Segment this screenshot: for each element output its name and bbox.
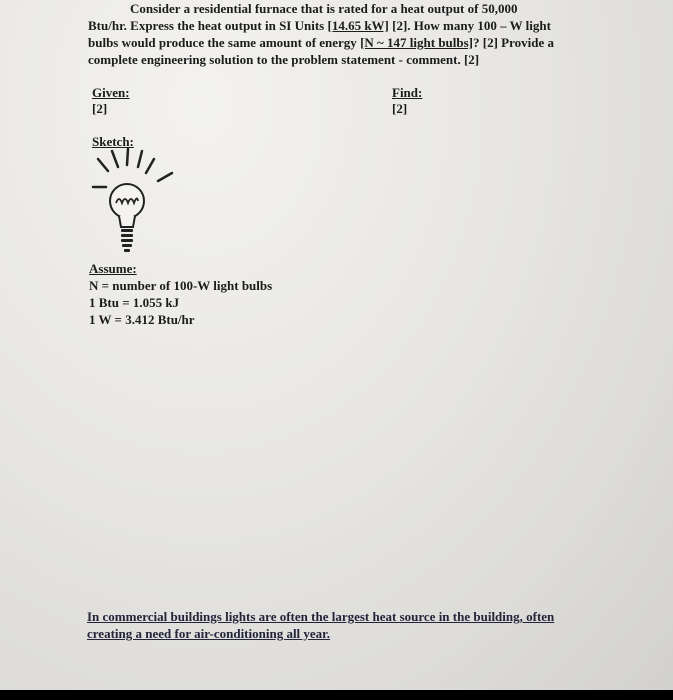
light-bulb-icon [90, 145, 180, 260]
comment-line-1: In commercial buildings lights are often the largest heat source in the building, often [87, 609, 555, 624]
assume-line: N = number of 100-W light bulbs [89, 278, 273, 293]
problem-statement [88, 0, 618, 68]
si-answer: [14.65 kW] [327, 18, 389, 33]
find-section [392, 85, 422, 117]
given-section [92, 85, 130, 117]
problem-line-1: Consider a residential furnace that is rated for a heat output of 50,000 [130, 1, 518, 16]
assume-line: 1 W = 3.412 Btu/hr [89, 312, 195, 327]
problem-line-4: complete engineering solution to the problem statement - comment. [2] [88, 52, 480, 67]
engineering-comment [87, 608, 627, 642]
given-points: [2] [92, 101, 108, 116]
sketch-label: Sketch: [92, 134, 134, 149]
comment-line-2: creating a need for air-conditioning all year. [87, 626, 331, 641]
find-points: [2] [392, 101, 408, 116]
assume-section [89, 260, 272, 328]
bottom-edge-bar [0, 690, 673, 700]
bulbs-answer: [N ~ 147 light bulbs] [360, 35, 474, 50]
problem-line-3: bulbs would produce the same amount of energy [N ~ 147 light bulbs]? [2] Provide a [88, 35, 555, 50]
given-label: Given: [92, 85, 130, 100]
find-label: Find: [392, 85, 423, 100]
assume-label: Assume: [89, 261, 137, 276]
problem-line-2: Btu/hr. Express the heat output in SI Units [14.65 kW] [2]. How many 100 – W light [88, 18, 551, 33]
assume-line: 1 Btu = 1.055 kJ [89, 295, 180, 310]
